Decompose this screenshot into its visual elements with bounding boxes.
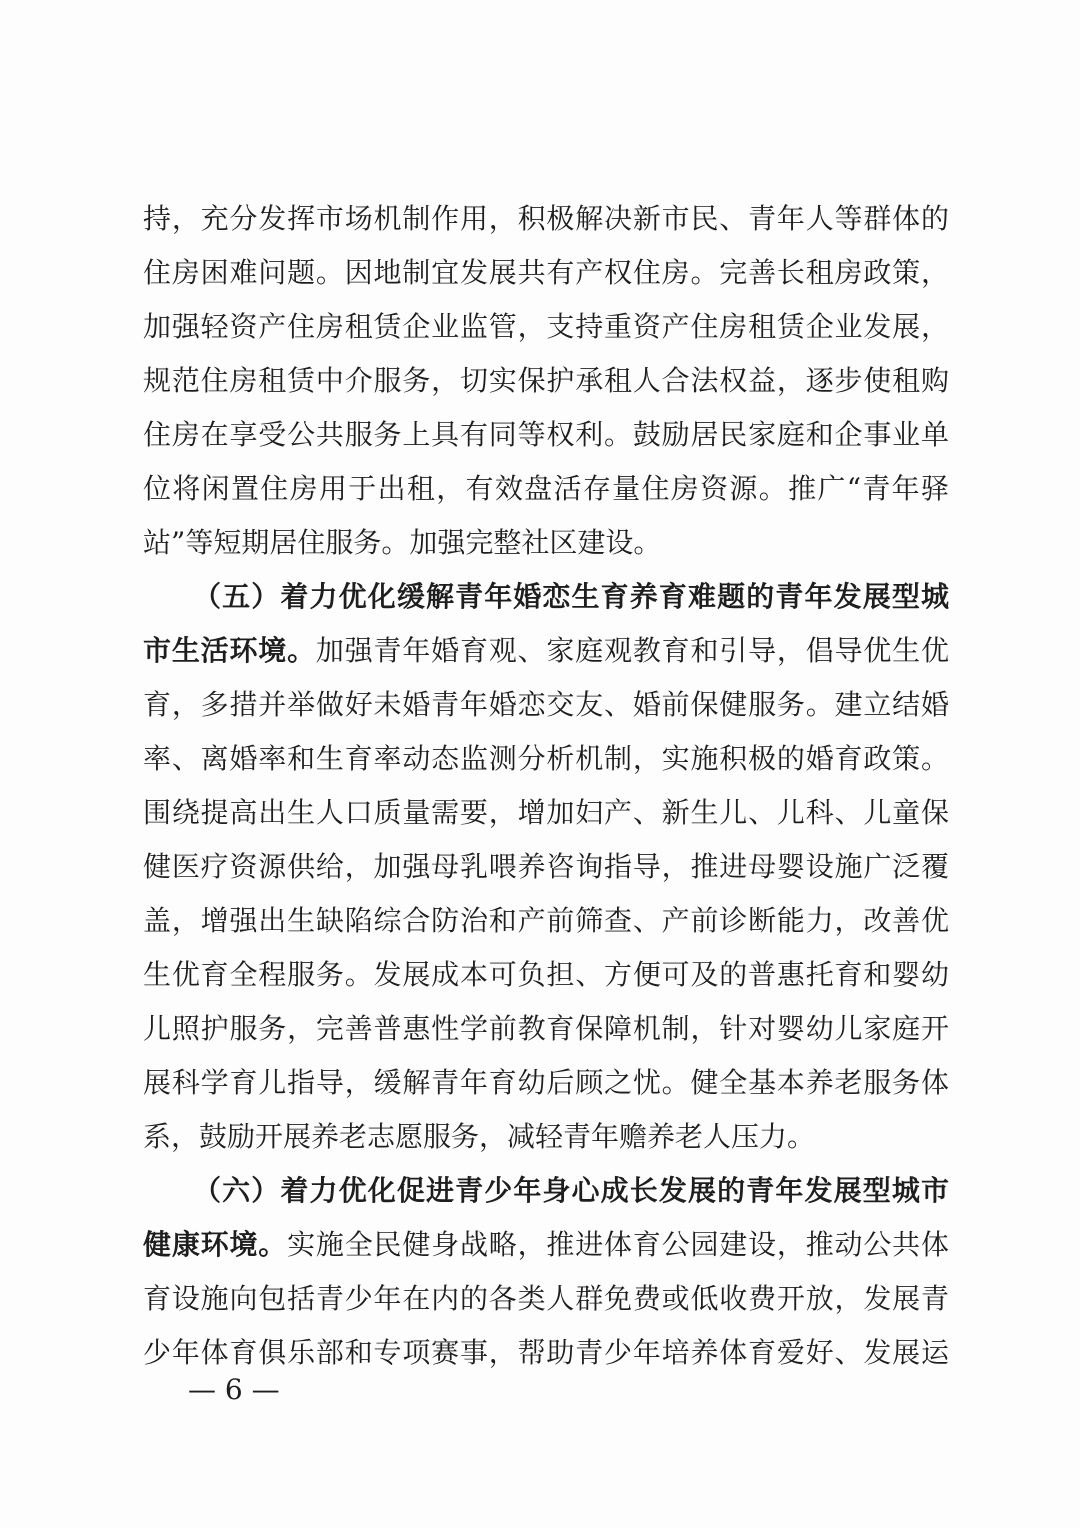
body-text-line: 位将闲置住房用于出租，有效盘活存量住房资源。推广“青年驿 (143, 472, 949, 505)
body-text-line: 系，鼓励开展养老志愿服务，减轻青年赡养老人压力。 (143, 1120, 816, 1153)
page-number: — 6 — (188, 1373, 280, 1406)
section-heading-6: （六）着力优化促进青少年身心成长发展的青年发展型城市 (193, 1174, 949, 1207)
body-text-segment: 加强青年婚育观、家庭观教育和引导，倡导优生优 (315, 634, 949, 667)
body-text-line: 住房困难问题。因地制宜发展共有产权住房。完善长租房政策， (143, 256, 949, 289)
body-text-line: 儿照护服务，完善普惠性学前教育保障机制，针对婴幼儿家庭开 (143, 1012, 949, 1045)
body-text-segment: 实施全民健身战略，推进体育公园建设，推动公共体 (287, 1228, 949, 1261)
body-text-line: 率、离婚率和生育率动态监测分析机制，实施积极的婚育政策。 (143, 742, 949, 775)
section-heading-5-end: 市生活环境。 (143, 634, 316, 667)
body-text-line: 展科学育儿指导，缓解青年育幼后顾之忧。健全基本养老服务体 (143, 1066, 949, 1099)
body-text-line: 围绕提高出生人口质量需要，增加妇产、新生儿、儿科、儿童保 (143, 796, 949, 829)
body-text-line: 育，多措并举做好未婚青年婚恋交友、婚前保健服务。建立结婚 (143, 688, 949, 721)
body-text-line: 盖，增强出生缺陷综合防治和产前筛查、产前诊断能力，改善优 (143, 904, 949, 937)
section-heading-5-continuation (143, 624, 949, 678)
body-text-line: 规范住房租赁中介服务，切实保护承租人合法权益，逐步使租购 (143, 364, 949, 397)
body-text-line: 健医疗资源供给，加强母乳喂养咨询指导，推进母婴设施广泛覆 (143, 850, 949, 883)
section-heading-6-end: 健康环境。 (143, 1228, 288, 1261)
body-text-line: 生优育全程服务。发展成本可负担、方便可及的普惠托育和婴幼 (143, 958, 949, 991)
body-text-line: 住房在享受公共服务上具有同等权利。鼓励居民家庭和企事业单 (143, 418, 949, 451)
body-text-line: 育设施向包括青少年在内的各类人群免费或低收费开放，发展青 (143, 1282, 949, 1315)
body-text-line: 加强轻资产住房租赁企业监管，支持重资产住房租赁企业发展， (143, 310, 949, 343)
body-text-line: 持，充分发挥市场机制作用，积极解决新市民、青年人等群体的 (143, 202, 949, 235)
body-text-line: 少年体育俱乐部和专项赛事，帮助青少年培养体育爱好、发展运 (143, 1336, 949, 1369)
section-heading-6-continuation (143, 1218, 949, 1272)
body-text-line: 站”等短期居住服务。加强完整社区建设。 (143, 526, 662, 559)
section-heading-5: （五）着力优化缓解青年婚恋生育养育难题的青年发展型城 (193, 580, 949, 613)
